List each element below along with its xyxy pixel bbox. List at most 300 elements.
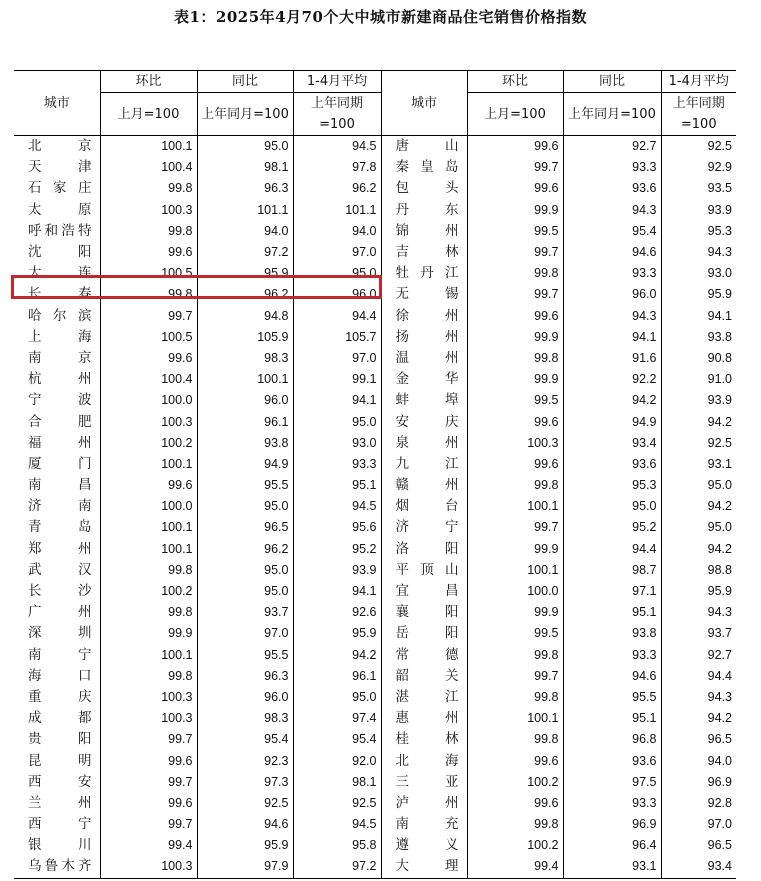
city-name: 韶关 bbox=[381, 666, 467, 687]
city-name: 安庆 bbox=[381, 411, 467, 432]
avg-value: 94.5 bbox=[293, 496, 381, 517]
yoy-value: 97.2 bbox=[197, 242, 293, 263]
mom-value: 99.9 bbox=[534, 202, 559, 217]
mom-value: 100.3 bbox=[161, 202, 193, 217]
yoy-value: 93.1 bbox=[563, 856, 661, 878]
city-name: 宁波 bbox=[14, 390, 100, 411]
avg-value: 93.3 bbox=[293, 454, 381, 475]
city-name: 南充 bbox=[381, 814, 467, 835]
table-row bbox=[14, 390, 736, 411]
mom-value: 99.8 bbox=[534, 732, 559, 747]
avg-value: 94.1 bbox=[661, 306, 736, 327]
table-row bbox=[14, 327, 736, 348]
avg-value: 99.1 bbox=[293, 369, 381, 390]
mom-value: 99.9 bbox=[534, 372, 559, 387]
avg-value: 95.2 bbox=[293, 539, 381, 560]
avg-value: 92.8 bbox=[661, 793, 736, 814]
yoy-value: 92.7 bbox=[563, 136, 661, 158]
header-avg-left: 1-4月平均 bbox=[293, 71, 381, 93]
city-name: 蚌埠 bbox=[381, 390, 467, 411]
mom-value: 100.3 bbox=[161, 414, 193, 429]
city-name: 太原 bbox=[14, 200, 100, 221]
table-row bbox=[14, 645, 736, 666]
city-name: 丹东 bbox=[381, 200, 467, 221]
yoy-value: 95.0 bbox=[197, 136, 293, 158]
avg-value: 94.0 bbox=[661, 750, 736, 771]
yoy-value: 97.1 bbox=[563, 581, 661, 602]
yoy-value: 98.7 bbox=[563, 560, 661, 581]
yoy-value: 93.3 bbox=[563, 793, 661, 814]
mom-value: 99.8 bbox=[534, 478, 559, 493]
city-name: 遵义 bbox=[381, 835, 467, 856]
city-name: 襄阳 bbox=[381, 602, 467, 623]
yoy-value: 96.2 bbox=[197, 539, 293, 560]
avg-value: 95.0 bbox=[661, 517, 736, 538]
yoy-value: 94.3 bbox=[563, 200, 661, 221]
avg-value: 96.2 bbox=[293, 178, 381, 199]
avg-value: 93.1 bbox=[661, 454, 736, 475]
city-name: 呼和浩特 bbox=[14, 221, 100, 242]
avg-value: 92.0 bbox=[293, 750, 381, 771]
table-row bbox=[14, 856, 736, 878]
table-row bbox=[14, 602, 736, 623]
yoy-value: 95.9 bbox=[197, 835, 293, 856]
table-row bbox=[14, 814, 736, 835]
mom-value: 99.8 bbox=[534, 817, 559, 832]
avg-value: 94.1 bbox=[293, 390, 381, 411]
mom-value: 99.6 bbox=[534, 456, 559, 471]
city-name: 泉州 bbox=[381, 433, 467, 454]
city-name: 扬州 bbox=[381, 327, 467, 348]
mom-value: 100.1 bbox=[161, 541, 193, 556]
avg-value: 93.8 bbox=[661, 327, 736, 348]
mom-value: 99.8 bbox=[534, 266, 559, 281]
avg-value: 96.9 bbox=[661, 772, 736, 793]
avg-value: 94.5 bbox=[293, 136, 381, 158]
yoy-value: 95.0 bbox=[197, 560, 293, 581]
mom-value: 100.4 bbox=[161, 372, 193, 387]
city-name: 西安 bbox=[14, 772, 100, 793]
city-name: 天津 bbox=[14, 157, 100, 178]
table-row bbox=[14, 221, 736, 242]
city-name: 银川 bbox=[14, 835, 100, 856]
yoy-value: 94.4 bbox=[563, 539, 661, 560]
mom-value: 99.5 bbox=[534, 626, 559, 641]
header-avg-base-right: 上年同期=100 bbox=[661, 93, 736, 136]
yoy-value: 92.2 bbox=[563, 369, 661, 390]
header-row-1 bbox=[14, 71, 736, 93]
mom-value: 100.0 bbox=[527, 584, 559, 599]
city-name: 杭州 bbox=[14, 369, 100, 390]
mom-value: 99.6 bbox=[534, 795, 559, 810]
mom-value: 99.8 bbox=[168, 562, 193, 577]
yoy-value: 95.0 bbox=[563, 496, 661, 517]
yoy-value: 93.8 bbox=[197, 433, 293, 454]
yoy-value: 98.1 bbox=[197, 157, 293, 178]
mom-value: 99.4 bbox=[168, 838, 193, 853]
yoy-value: 93.8 bbox=[563, 623, 661, 644]
header-yoy-right: 同比 bbox=[563, 71, 661, 93]
avg-value: 95.3 bbox=[661, 221, 736, 242]
yoy-value: 95.0 bbox=[197, 496, 293, 517]
avg-value: 92.5 bbox=[661, 433, 736, 454]
yoy-value: 96.0 bbox=[197, 687, 293, 708]
avg-value: 95.9 bbox=[661, 284, 736, 305]
yoy-value: 97.3 bbox=[197, 772, 293, 793]
yoy-value: 96.9 bbox=[563, 814, 661, 835]
table-row bbox=[14, 793, 736, 814]
avg-value: 96.5 bbox=[661, 835, 736, 856]
avg-value: 93.5 bbox=[661, 178, 736, 199]
mom-value: 100.0 bbox=[161, 499, 193, 514]
mom-value: 100.1 bbox=[161, 456, 193, 471]
yoy-value: 94.0 bbox=[197, 221, 293, 242]
yoy-value: 96.0 bbox=[563, 284, 661, 305]
city-name: 上海 bbox=[14, 327, 100, 348]
avg-value: 93.7 bbox=[661, 623, 736, 644]
yoy-value: 101.1 bbox=[197, 200, 293, 221]
mom-value: 99.6 bbox=[534, 414, 559, 429]
header-city-left: 城市 bbox=[14, 71, 100, 136]
table-row bbox=[14, 306, 736, 327]
mom-value: 100.1 bbox=[161, 647, 193, 662]
mom-value: 99.8 bbox=[534, 350, 559, 365]
avg-value: 92.5 bbox=[661, 136, 736, 158]
city-name: 吉林 bbox=[381, 242, 467, 263]
table-row bbox=[14, 348, 736, 369]
yoy-value: 95.5 bbox=[197, 475, 293, 496]
avg-value: 94.2 bbox=[661, 708, 736, 729]
city-name: 包头 bbox=[381, 178, 467, 199]
city-name: 九江 bbox=[381, 454, 467, 475]
yoy-value: 97.9 bbox=[197, 856, 293, 878]
mom-value: 100.1 bbox=[527, 499, 559, 514]
city-name: 广州 bbox=[14, 602, 100, 623]
city-name: 贵阳 bbox=[14, 729, 100, 750]
table-row bbox=[14, 475, 736, 496]
city-name: 济南 bbox=[14, 496, 100, 517]
avg-value: 97.8 bbox=[293, 157, 381, 178]
mom-value: 99.6 bbox=[168, 245, 193, 260]
city-name: 无锡 bbox=[381, 284, 467, 305]
yoy-value: 93.3 bbox=[563, 645, 661, 666]
yoy-value: 95.0 bbox=[197, 581, 293, 602]
yoy-value: 98.3 bbox=[197, 348, 293, 369]
yoy-value: 91.6 bbox=[563, 348, 661, 369]
table-row bbox=[14, 687, 736, 708]
yoy-value: 94.9 bbox=[563, 411, 661, 432]
city-name: 厦门 bbox=[14, 454, 100, 475]
yoy-value: 95.9 bbox=[197, 263, 293, 284]
yoy-value: 96.3 bbox=[197, 666, 293, 687]
mom-value: 100.4 bbox=[161, 160, 193, 175]
city-name: 重庆 bbox=[14, 687, 100, 708]
mom-value: 100.2 bbox=[161, 435, 193, 450]
city-name: 长沙 bbox=[14, 581, 100, 602]
avg-value: 95.1 bbox=[293, 475, 381, 496]
table-row bbox=[14, 157, 736, 178]
mom-value: 99.6 bbox=[534, 308, 559, 323]
price-index-table bbox=[14, 70, 736, 879]
city-name: 哈尔滨 bbox=[14, 306, 100, 327]
mom-value: 99.8 bbox=[168, 181, 193, 196]
avg-value: 98.1 bbox=[293, 772, 381, 793]
city-name: 北海 bbox=[381, 750, 467, 771]
yoy-value: 96.2 bbox=[197, 284, 293, 305]
header-row-2 bbox=[14, 93, 736, 136]
city-name: 大理 bbox=[381, 856, 467, 878]
yoy-value: 93.7 bbox=[197, 602, 293, 623]
table-row bbox=[14, 433, 736, 454]
yoy-value: 92.5 bbox=[197, 793, 293, 814]
city-name: 北京 bbox=[14, 136, 100, 158]
city-name: 西宁 bbox=[14, 814, 100, 835]
table-row bbox=[14, 369, 736, 390]
yoy-value: 94.1 bbox=[563, 327, 661, 348]
table-row bbox=[14, 835, 736, 856]
table-body bbox=[14, 136, 736, 879]
header-yoy-left: 同比 bbox=[197, 71, 293, 93]
yoy-value: 95.1 bbox=[563, 602, 661, 623]
mom-value: 100.5 bbox=[161, 329, 193, 344]
yoy-value: 93.6 bbox=[563, 178, 661, 199]
yoy-value: 96.5 bbox=[197, 517, 293, 538]
avg-value: 95.0 bbox=[293, 263, 381, 284]
avg-value: 97.0 bbox=[293, 242, 381, 263]
city-name: 烟台 bbox=[381, 496, 467, 517]
table-row bbox=[14, 539, 736, 560]
avg-value: 97.0 bbox=[661, 814, 736, 835]
header-mom-right: 环比 bbox=[467, 71, 563, 93]
mom-value: 100.2 bbox=[527, 774, 559, 789]
city-name: 泸州 bbox=[381, 793, 467, 814]
avg-value: 91.0 bbox=[661, 369, 736, 390]
avg-value: 95.9 bbox=[293, 623, 381, 644]
city-name: 南宁 bbox=[14, 645, 100, 666]
city-name: 南京 bbox=[14, 348, 100, 369]
mom-value: 99.8 bbox=[168, 287, 193, 302]
avg-value: 94.3 bbox=[661, 687, 736, 708]
table-title: 表1：2025年4月70个大中城市新建商品住宅销售价格指数 bbox=[174, 8, 587, 26]
yoy-value: 96.8 bbox=[563, 729, 661, 750]
table-row bbox=[14, 178, 736, 199]
avg-value: 92.5 bbox=[293, 793, 381, 814]
avg-value: 94.4 bbox=[661, 666, 736, 687]
avg-value: 93.9 bbox=[661, 390, 736, 411]
mom-value: 100.3 bbox=[161, 711, 193, 726]
avg-value: 94.2 bbox=[293, 645, 381, 666]
city-name: 洛阳 bbox=[381, 539, 467, 560]
mom-value: 99.6 bbox=[534, 139, 559, 154]
table-row bbox=[14, 560, 736, 581]
mom-value: 100.3 bbox=[161, 689, 193, 704]
header-mom-base-right: 上月=100 bbox=[467, 93, 563, 136]
yoy-value: 96.4 bbox=[563, 835, 661, 856]
header-yoy-base-right: 上年同月=100 bbox=[563, 93, 661, 136]
mom-value: 99.9 bbox=[534, 605, 559, 620]
avg-value: 95.0 bbox=[661, 475, 736, 496]
city-name: 沈阳 bbox=[14, 242, 100, 263]
mom-value: 99.7 bbox=[168, 732, 193, 747]
avg-value: 90.8 bbox=[661, 348, 736, 369]
yoy-value: 93.3 bbox=[563, 157, 661, 178]
mom-value: 100.1 bbox=[527, 562, 559, 577]
avg-value: 93.4 bbox=[661, 856, 736, 878]
city-name: 昆明 bbox=[14, 750, 100, 771]
yoy-value: 96.3 bbox=[197, 178, 293, 199]
mom-value: 99.9 bbox=[168, 626, 193, 641]
table-row bbox=[14, 411, 736, 432]
avg-value: 97.4 bbox=[293, 708, 381, 729]
yoy-value: 105.9 bbox=[197, 327, 293, 348]
avg-value: 94.4 bbox=[293, 306, 381, 327]
table-row bbox=[14, 623, 736, 644]
mom-value: 99.8 bbox=[534, 689, 559, 704]
yoy-value: 95.2 bbox=[563, 517, 661, 538]
city-name: 岳阳 bbox=[381, 623, 467, 644]
avg-value: 93.9 bbox=[661, 200, 736, 221]
header-mom-base-left: 上月=100 bbox=[100, 93, 197, 136]
mom-value: 100.2 bbox=[161, 584, 193, 599]
mom-value: 99.7 bbox=[534, 668, 559, 683]
yoy-value: 94.6 bbox=[563, 666, 661, 687]
avg-value: 93.9 bbox=[293, 560, 381, 581]
city-name: 宜昌 bbox=[381, 581, 467, 602]
mom-value: 99.9 bbox=[534, 329, 559, 344]
city-name: 福州 bbox=[14, 433, 100, 454]
mom-value: 100.1 bbox=[161, 520, 193, 535]
city-name: 湛江 bbox=[381, 687, 467, 708]
avg-value: 95.6 bbox=[293, 517, 381, 538]
mom-value: 100.1 bbox=[527, 711, 559, 726]
avg-value: 101.1 bbox=[293, 200, 381, 221]
mom-value: 99.7 bbox=[534, 287, 559, 302]
city-name: 长春 bbox=[14, 284, 100, 305]
yoy-value: 93.6 bbox=[563, 750, 661, 771]
city-name: 金华 bbox=[381, 369, 467, 390]
yoy-value: 97.0 bbox=[197, 623, 293, 644]
avg-value: 98.8 bbox=[661, 560, 736, 581]
yoy-value: 93.4 bbox=[563, 433, 661, 454]
avg-value: 92.6 bbox=[293, 602, 381, 623]
yoy-value: 95.5 bbox=[563, 687, 661, 708]
city-name: 南昌 bbox=[14, 475, 100, 496]
yoy-value: 96.1 bbox=[197, 411, 293, 432]
city-name: 兰州 bbox=[14, 793, 100, 814]
yoy-value: 95.3 bbox=[563, 475, 661, 496]
yoy-value: 94.3 bbox=[563, 306, 661, 327]
avg-value: 94.2 bbox=[661, 539, 736, 560]
mom-value: 100.3 bbox=[527, 435, 559, 450]
table-row bbox=[14, 729, 736, 750]
yoy-value: 96.0 bbox=[197, 390, 293, 411]
city-name: 徐州 bbox=[381, 306, 467, 327]
city-name: 惠州 bbox=[381, 708, 467, 729]
city-name: 大连 bbox=[14, 263, 100, 284]
table-row bbox=[14, 242, 736, 263]
mom-value: 99.6 bbox=[168, 753, 193, 768]
avg-value: 96.0 bbox=[293, 284, 381, 305]
mom-value: 99.5 bbox=[534, 223, 559, 238]
yoy-value: 98.3 bbox=[197, 708, 293, 729]
avg-value: 96.1 bbox=[293, 666, 381, 687]
yoy-value: 93.6 bbox=[563, 454, 661, 475]
mom-value: 99.7 bbox=[534, 160, 559, 175]
mom-value: 100.2 bbox=[527, 838, 559, 853]
mom-value: 99.6 bbox=[168, 478, 193, 493]
city-name: 海口 bbox=[14, 666, 100, 687]
avg-value: 95.0 bbox=[293, 411, 381, 432]
city-name: 成都 bbox=[14, 708, 100, 729]
avg-value: 94.2 bbox=[661, 496, 736, 517]
mom-value: 100.0 bbox=[161, 393, 193, 408]
table-row bbox=[14, 750, 736, 771]
mom-value: 99.7 bbox=[168, 308, 193, 323]
city-name: 温州 bbox=[381, 348, 467, 369]
avg-value: 94.1 bbox=[293, 581, 381, 602]
city-name: 平顶山 bbox=[381, 560, 467, 581]
mom-value: 99.7 bbox=[534, 245, 559, 260]
yoy-value: 95.4 bbox=[197, 729, 293, 750]
avg-value: 94.3 bbox=[661, 602, 736, 623]
avg-value: 94.5 bbox=[293, 814, 381, 835]
mom-value: 99.7 bbox=[168, 817, 193, 832]
city-name: 郑州 bbox=[14, 539, 100, 560]
avg-value: 95.0 bbox=[293, 687, 381, 708]
city-name: 桂林 bbox=[381, 729, 467, 750]
city-name: 合肥 bbox=[14, 411, 100, 432]
city-name: 牡丹江 bbox=[381, 263, 467, 284]
yoy-value: 95.4 bbox=[563, 221, 661, 242]
yoy-value: 95.1 bbox=[563, 708, 661, 729]
avg-value: 96.5 bbox=[661, 729, 736, 750]
avg-value: 94.0 bbox=[293, 221, 381, 242]
city-name: 石家庄 bbox=[14, 178, 100, 199]
header-city-right: 城市 bbox=[381, 71, 467, 136]
mom-value: 99.4 bbox=[467, 856, 563, 878]
table-row bbox=[14, 496, 736, 517]
avg-value: 92.9 bbox=[661, 157, 736, 178]
avg-value: 93.0 bbox=[293, 433, 381, 454]
yoy-value: 93.3 bbox=[563, 263, 661, 284]
city-name: 济宁 bbox=[381, 517, 467, 538]
yoy-value: 94.6 bbox=[563, 242, 661, 263]
table-row bbox=[14, 772, 736, 793]
yoy-value: 94.8 bbox=[197, 306, 293, 327]
city-name: 乌鲁木齐 bbox=[14, 856, 100, 878]
header-yoy-base-left: 上年同月=100 bbox=[197, 93, 293, 136]
mom-value: 99.7 bbox=[168, 774, 193, 789]
table-row bbox=[14, 666, 736, 687]
mom-value: 100.1 bbox=[161, 139, 193, 154]
mom-value: 99.8 bbox=[168, 605, 193, 620]
avg-value: 94.2 bbox=[661, 411, 736, 432]
avg-value: 97.0 bbox=[293, 348, 381, 369]
mom-value: 99.6 bbox=[168, 350, 193, 365]
city-name: 秦皇岛 bbox=[381, 157, 467, 178]
highlight-box bbox=[11, 275, 382, 299]
avg-value: 95.8 bbox=[293, 835, 381, 856]
avg-value: 95.9 bbox=[661, 581, 736, 602]
yoy-value: 94.6 bbox=[197, 814, 293, 835]
avg-value: 97.2 bbox=[293, 856, 381, 878]
mom-value: 99.6 bbox=[534, 753, 559, 768]
avg-value: 105.7 bbox=[293, 327, 381, 348]
yoy-value: 94.9 bbox=[197, 454, 293, 475]
mom-value: 99.8 bbox=[168, 668, 193, 683]
header-avg-base-left: 上年同期=100 bbox=[293, 93, 381, 136]
city-name: 赣州 bbox=[381, 475, 467, 496]
